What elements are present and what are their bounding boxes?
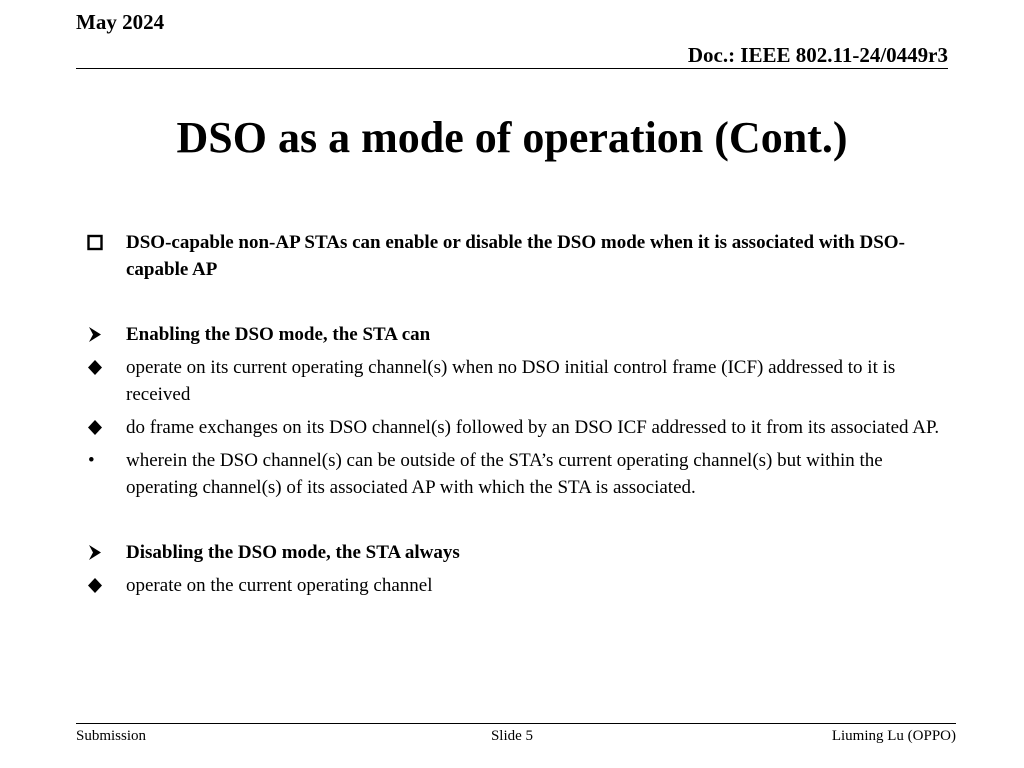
enable-heading-text: Enabling the DSO mode, the STA can — [126, 324, 431, 345]
disable-item-1 — [86, 572, 946, 599]
hollow-square-icon — [86, 229, 110, 256]
disable-heading-item — [86, 539, 946, 566]
enable-item-1-text: operate on its current operating channel(s) when no DSO initial control frame (ICF) addressed to it is received — [126, 357, 896, 405]
arrowhead-icon — [86, 539, 110, 566]
header-doc-id: Doc.: IEEE 802.11-24/0449r3 — [687, 43, 948, 67]
bullet-dot-icon: • — [88, 450, 95, 471]
footer-submission: Submission — [76, 728, 147, 744]
disable-item-1-text: operate on the current operating channel — [126, 575, 433, 596]
header-divider — [76, 68, 948, 69]
enable-item-2-text: do frame exchanges on its DSO channel(s) followed by an DSO ICF addressed to it from its associated AP. — [126, 417, 940, 438]
diamond-icon — [86, 572, 110, 599]
disable-heading-text: Disabling the DSO mode, the STA always — [126, 542, 460, 563]
enable-note-text: wherein the DSO channel(s) can be outside of the STA’s current operating channel(s) but within the operating channel(s) of its associated AP with which the STA is associated. — [126, 450, 883, 498]
arrowhead-icon — [86, 321, 110, 348]
enable-heading-item — [86, 321, 946, 348]
slide-title: DSO as a mode of operation (Cont.) — [176, 113, 848, 162]
diamond-icon — [86, 414, 110, 441]
enable-item-2 — [86, 414, 946, 441]
intro-text: DSO-capable non-AP STAs can enable or disable the DSO mode when it is associated with DSO-capable AP — [126, 232, 905, 280]
diamond-icon — [86, 354, 110, 381]
footer-divider — [76, 723, 956, 724]
footer-author: Liuming Lu (OPPO) — [831, 728, 956, 744]
slide-body — [86, 229, 946, 599]
enable-item-1 — [86, 354, 946, 408]
footer-slide-number: Slide 5 — [490, 728, 534, 744]
intro-item — [86, 229, 946, 283]
enable-note-item — [86, 447, 946, 501]
header-date: May 2024 — [76, 10, 165, 34]
